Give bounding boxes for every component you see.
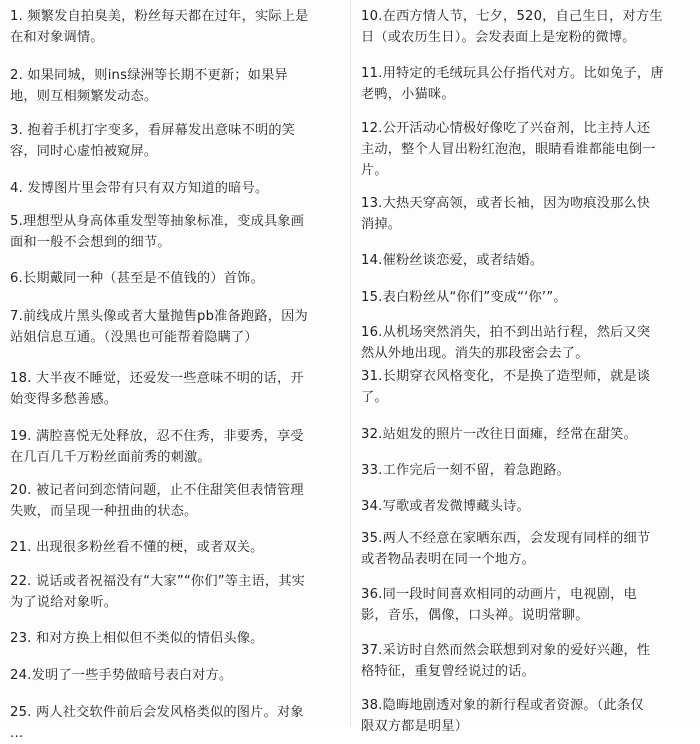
list-item: 25. 两人社交软件前后会发风格类似的图片。对象 … xyxy=(10,705,304,741)
list-item: 35.两人不经意在家晒东西，会发现有同样的细节 或者物品表明在同一个地方。 xyxy=(361,531,651,567)
list-item: 31.长期穿衣风格变化，不是换了造型师，就是谈 了。 xyxy=(361,369,651,405)
list-item: 22. 说话或者祝福没有“大家”“你们”等主语，其实 为了说给对象听。 xyxy=(10,574,306,610)
list-item: 6.长期戴同一种（甚至是不值钱的）首饰。 xyxy=(10,271,264,286)
list-item: 21. 出现很多粉丝看不懂的梗，或者双关。 xyxy=(10,540,264,555)
list-item: 19. 满腔喜悦无处释放，忍不住秀，非要秀，享受 在几百几千万粉丝面前秀的刺激。 xyxy=(10,429,304,465)
list-item: 7.前线成片黑头像或者大量抛售pb准备跑路，因为 站姐信息互通。（没黑也可能帮着隐瞒了） xyxy=(10,309,308,345)
list-item: 11.用特定的毛绒玩具公仔指代对方。比如兔子，唐 老鸭，小猫咪。 xyxy=(361,66,664,102)
list-item: 1. 频繁发自拍臭美，粉丝每天都在过年，实际上是 在和对象调情。 xyxy=(10,9,309,45)
list-item: 5.理想型从身高体重发型等抽象标准，变成具象画 面和一般不会想到的细节。 xyxy=(10,214,305,250)
list-item: 16.从机场突然消失，拍不到出站行程，然后又突 然从外地出现。消失的那段密会去了。 xyxy=(361,325,651,361)
list-item: 37.采访时自然而然会联想到对象的爱好兴趣，性 格特征，重复曾经说过的话。 xyxy=(361,643,651,679)
list-item: 14.催粉丝谈恋爱，或者结婚。 xyxy=(361,253,544,268)
list-item: 3. 抱着手机打字变多，看屏幕发出意味不明的笑 容，同时心虚怕被窥屏。 xyxy=(10,123,296,159)
list-item: 2. 如果同城，则ins绿洲等长期不更新；如果异 地，则互相频繁发动态。 xyxy=(10,68,288,104)
list-item: 20. 被记者问到恋情问题，止不住甜笑但表情管理 失败，而呈现一种扭曲的状态。 xyxy=(10,483,304,519)
list-item: 12.公开活动心情极好像吃了兴奋剂，比主持人还 主动，整个人冒出粉红泡泡，眼睛看谁都能电倒一 片。 xyxy=(361,121,656,178)
list-item: 4. 发博图片里会带有只有双方知道的暗号。 xyxy=(10,181,269,196)
list-item: 32.站姐发的照片一改往日面瘫，经常在甜笑。 xyxy=(361,427,637,442)
list-item: 38.隐晦地剧透对象的新行程或者资源。（此条仅 限双方都是明星） xyxy=(361,698,644,734)
list-item: 23. 和对方换上相似但不类似的情侣头像。 xyxy=(10,631,264,646)
list-item: 13.大热天穿高领，或者长袖，因为吻痕没那么快 消掉。 xyxy=(361,196,651,232)
column-divider xyxy=(350,0,351,726)
list-item: 33.工作完后一刻不留，着急跑路。 xyxy=(361,463,570,478)
list-item: 36.同一段时间喜欢相同的动画片，电视剧，电 影，音乐，偶像，口头禅。说明常聊。 xyxy=(361,587,637,623)
list-item: 10.在西方情人节，七夕，520，自己生日，对方生 日（或农历生日）。会发表面上是宠粉的微博。 xyxy=(361,9,663,45)
list-item: 24.发明了一些手势做暗号表白对方。 xyxy=(10,668,233,683)
list-item: 15.表白粉丝从“你们”变成“‘你’”。 xyxy=(361,290,567,305)
list-item: 34.写歌或者发微博藏头诗。 xyxy=(361,499,530,514)
list-item: 18. 大半夜不睡觉，还爱发一些意味不明的话，开 始变得多愁善感。 xyxy=(10,371,304,407)
